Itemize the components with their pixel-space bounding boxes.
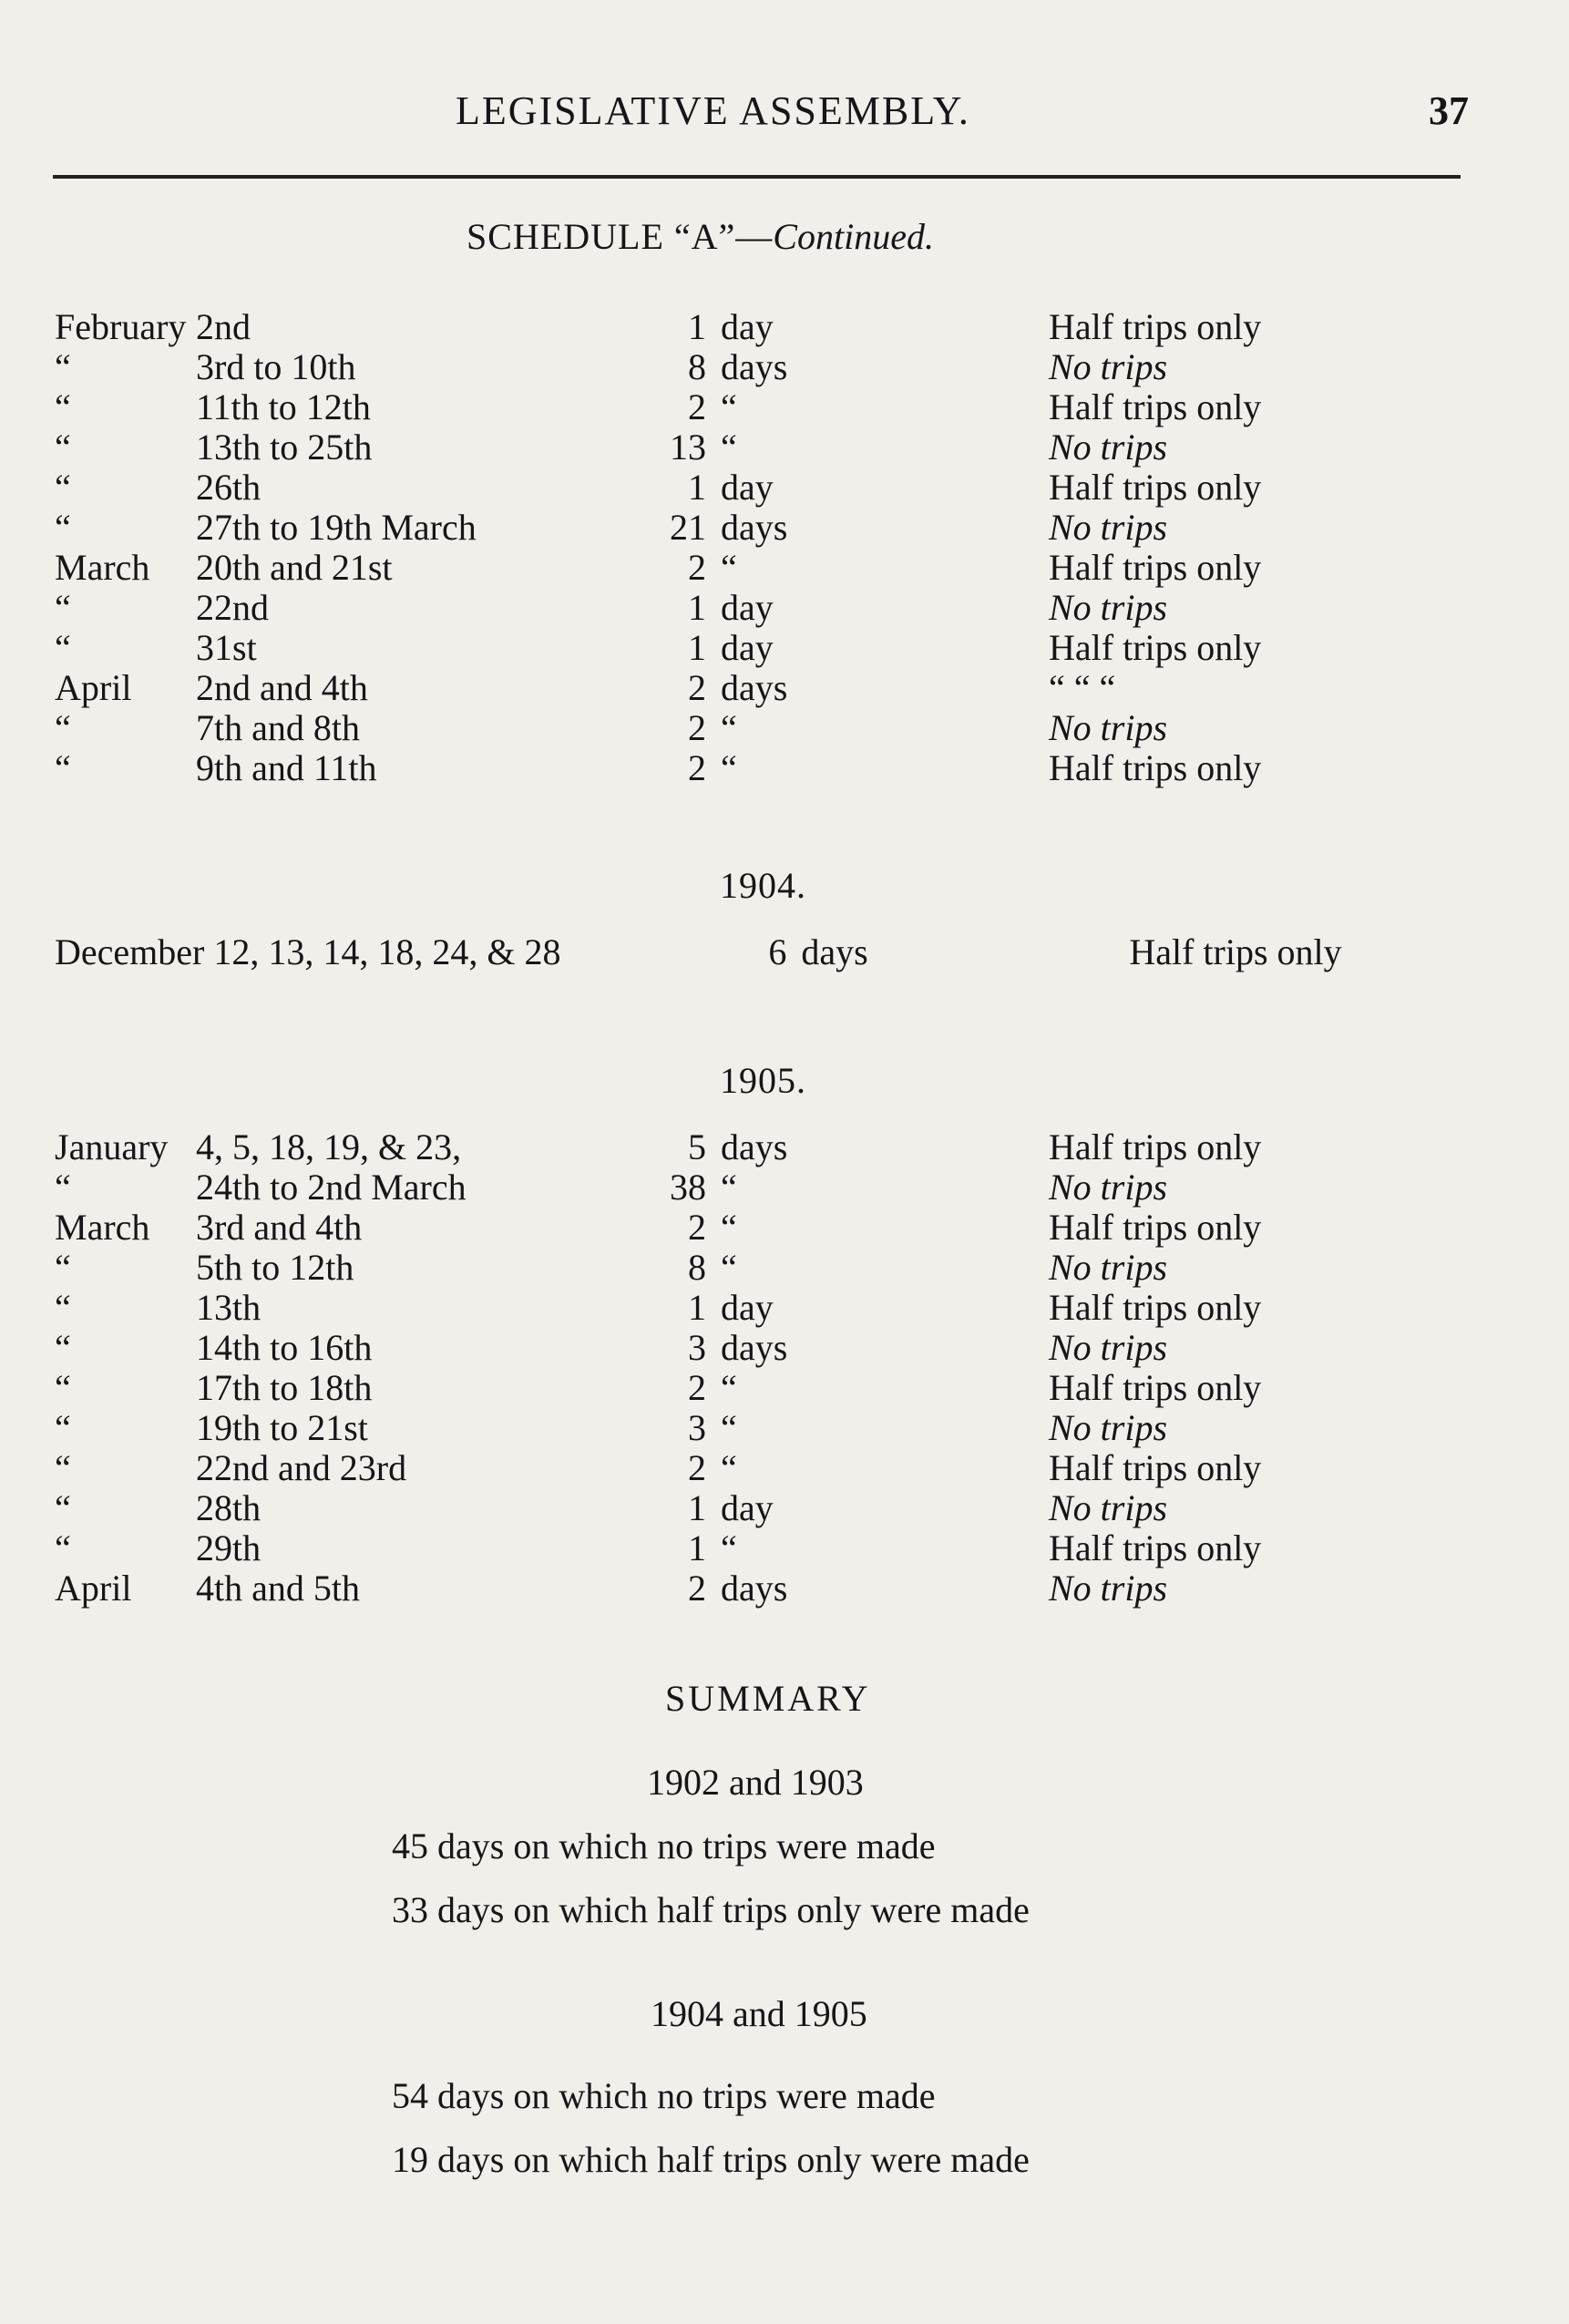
row-note: Half trips only	[1049, 1527, 1262, 1568]
row-unit: day	[721, 1287, 774, 1328]
row-month: “	[55, 346, 71, 387]
row-note: No trips	[1049, 707, 1168, 748]
row-count: 1	[688, 627, 706, 668]
schedule-row	[55, 548, 1421, 588]
row-note: Half trips only	[1049, 627, 1262, 668]
row-month: “	[55, 627, 71, 668]
summary-line: 45 days on which no trips were made	[392, 1825, 936, 1866]
row-unit: “	[721, 1447, 737, 1488]
schedule-row	[55, 588, 1421, 628]
row-unit: day	[721, 587, 774, 628]
row-dates: 27th to 19th March	[196, 507, 477, 548]
row-count: 2	[688, 1207, 706, 1248]
row-month: “	[55, 467, 71, 508]
row-note: No trips	[1049, 587, 1168, 628]
schedule-row	[55, 1167, 1421, 1208]
schedule-row	[55, 1127, 1421, 1167]
row-dates: 2nd and 4th	[196, 667, 368, 708]
schedule-row	[55, 1368, 1421, 1408]
row-note: Half trips only	[1049, 1126, 1262, 1167]
row-unit: “	[721, 707, 737, 748]
row-dates: 17th to 18th	[196, 1367, 373, 1408]
row-count: 1	[688, 306, 706, 347]
row-month: “	[55, 1327, 71, 1368]
row-count: 2	[688, 707, 706, 748]
row-unit: days	[721, 1126, 788, 1167]
row-count: 5	[688, 1126, 706, 1167]
row-dates: 31st	[196, 627, 257, 668]
schedule-row	[55, 1528, 1421, 1568]
summary-title: SUMMARY	[665, 1678, 871, 1719]
row-count: 2	[688, 1447, 706, 1488]
row-dates: 9th and 11th	[196, 747, 377, 788]
row-count: 21	[670, 507, 706, 548]
summary-line: 54 days on which no trips were made	[392, 2075, 936, 2116]
row-count: 2	[688, 1367, 706, 1408]
row-unit: days	[721, 1568, 788, 1609]
row-note: No trips	[1049, 1247, 1168, 1288]
row-month: “	[55, 1167, 71, 1208]
row-dates: 7th and 8th	[196, 707, 360, 748]
row-note: No trips	[1049, 1407, 1168, 1448]
schedule-row	[55, 1568, 1421, 1609]
row-count: 2	[688, 747, 706, 788]
row-unit: days	[721, 667, 788, 708]
row-count: 1	[688, 1527, 706, 1568]
row-unit: day	[721, 627, 774, 668]
summary-line: 19 days on which half trips only were made	[392, 2139, 1030, 2180]
row-note: Half trips only	[1049, 1367, 1262, 1408]
row-note: Half trips only	[1049, 747, 1262, 788]
row-month: April	[55, 667, 132, 708]
row-count: 8	[688, 1247, 706, 1288]
row-note: No trips	[1049, 1327, 1168, 1368]
row-count: 1	[688, 1487, 706, 1528]
row-unit: “	[721, 1407, 737, 1448]
row-note: Half trips only	[1049, 547, 1262, 588]
row-note: No trips	[1049, 507, 1168, 548]
row-count: 3	[688, 1407, 706, 1448]
row-dates: 11th to 12th	[196, 386, 371, 427]
schedule-row	[55, 427, 1421, 468]
schedule-title-main: SCHEDULE “A”—	[467, 216, 774, 257]
schedule-title-suffix: Continued.	[773, 216, 934, 257]
schedule-table-1903	[55, 307, 1421, 788]
row-unit: “	[721, 1247, 737, 1288]
row-count: 1	[688, 467, 706, 508]
schedule-row	[55, 1248, 1421, 1288]
schedule-row	[55, 508, 1421, 548]
row-month: “	[55, 707, 71, 748]
schedule-row	[55, 1328, 1421, 1368]
row-month: “	[55, 747, 71, 788]
row-dates: 2nd	[196, 306, 251, 347]
schedule-row	[55, 668, 1421, 708]
row-month: “	[55, 386, 71, 427]
row-month: “	[55, 1287, 71, 1328]
row-month: “	[55, 1367, 71, 1408]
row-month: “	[55, 1247, 71, 1288]
row-dates: 26th	[196, 467, 262, 508]
row-unit: day	[721, 1487, 774, 1528]
row-dates: December 12, 13, 14, 18, 24, & 28	[55, 931, 561, 972]
row-unit: “	[721, 1367, 737, 1408]
row-dates: 19th to 21st	[196, 1407, 368, 1448]
row-unit: days	[721, 1327, 788, 1368]
schedule-row	[55, 347, 1421, 387]
row-count: 3	[688, 1327, 706, 1368]
row-unit: “	[721, 1207, 737, 1248]
row-count: 2	[688, 547, 706, 588]
schedule-row	[55, 1408, 1421, 1448]
row-note: No trips	[1049, 427, 1168, 468]
schedule-row	[55, 307, 1421, 347]
summary-period-1: 1902 and 1903	[647, 1762, 864, 1803]
row-count: 2	[688, 1568, 706, 1609]
row-dates: 20th and 21st	[196, 547, 393, 588]
row-dates: 14th to 16th	[196, 1327, 373, 1368]
row-count: 6	[768, 931, 787, 972]
row-note: Half trips only	[1129, 931, 1342, 972]
schedule-title	[467, 215, 934, 258]
year-heading-1904: 1904.	[720, 865, 806, 906]
schedule-row	[55, 628, 1421, 668]
row-note: No trips	[1049, 1568, 1168, 1609]
row-month: January	[55, 1126, 169, 1167]
row-month: March	[55, 1207, 150, 1248]
row-dates: 5th to 12th	[196, 1247, 354, 1288]
row-unit: “	[721, 1527, 737, 1568]
row-unit: “	[721, 427, 737, 468]
row-month: April	[55, 1568, 132, 1609]
row-note: No trips	[1049, 1487, 1168, 1528]
schedule-row	[55, 1448, 1421, 1488]
row-unit: days	[801, 931, 868, 972]
row-unit: “	[721, 747, 737, 788]
header-rule	[53, 175, 1461, 179]
summary-line: 33 days on which half trips only were made	[392, 1889, 1030, 1930]
row-dates: 22nd and 23rd	[196, 1447, 407, 1488]
row-unit: “	[721, 547, 737, 588]
row-unit: “	[721, 386, 737, 427]
row-note: Half trips only	[1049, 1207, 1262, 1248]
schedule-row	[55, 1488, 1421, 1528]
row-note: No trips	[1049, 1167, 1168, 1208]
row-month: “	[55, 507, 71, 548]
row-count: 8	[688, 346, 706, 387]
row-dates: 24th to 2nd March	[196, 1167, 467, 1208]
row-unit: days	[721, 346, 788, 387]
row-count: 1	[688, 587, 706, 628]
row-dates: 3rd to 10th	[196, 346, 356, 387]
schedule-row	[55, 932, 1421, 972]
row-month: “	[55, 1447, 71, 1488]
row-note: No trips	[1049, 346, 1168, 387]
row-dates: 22nd	[196, 587, 269, 628]
schedule-row	[55, 748, 1421, 788]
row-unit: day	[721, 306, 774, 347]
row-count: 38	[670, 1167, 706, 1208]
row-dates: 4th and 5th	[196, 1568, 360, 1609]
row-unit: “	[721, 1167, 737, 1208]
row-note: Half trips only	[1049, 386, 1262, 427]
summary-period-2: 1904 and 1905	[651, 1993, 867, 2034]
row-month: “	[55, 1527, 71, 1568]
schedule-row	[55, 468, 1421, 508]
row-dates: 29th	[196, 1527, 262, 1568]
schedule-table-1904	[55, 932, 1421, 972]
row-dates: 13th to 25th	[196, 427, 373, 468]
row-note: “ “ “	[1049, 667, 1116, 708]
row-month: “	[55, 587, 71, 628]
row-month: “	[55, 1407, 71, 1448]
running-head: LEGISLATIVE ASSEMBLY.	[456, 88, 970, 133]
row-dates: 13th	[196, 1287, 262, 1328]
row-count: 2	[688, 386, 706, 427]
row-note: Half trips only	[1049, 306, 1262, 347]
row-month: “	[55, 427, 71, 468]
row-note: Half trips only	[1049, 1287, 1262, 1328]
schedule-row	[55, 1208, 1421, 1248]
row-unit: days	[721, 507, 788, 548]
schedule-row	[55, 708, 1421, 748]
schedule-table-1905	[55, 1127, 1421, 1609]
schedule-row	[55, 387, 1421, 427]
row-dates: 3rd and 4th	[196, 1207, 363, 1248]
row-count: 1	[688, 1287, 706, 1328]
year-heading-1905: 1905.	[720, 1060, 806, 1101]
row-note: Half trips only	[1049, 467, 1262, 508]
row-count: 13	[670, 427, 706, 468]
row-unit: day	[721, 467, 774, 508]
row-month: March	[55, 547, 150, 588]
row-month: February	[55, 306, 187, 347]
schedule-row	[55, 1288, 1421, 1328]
page-number: 37	[1429, 88, 1469, 133]
row-count: 2	[688, 667, 706, 708]
row-note: Half trips only	[1049, 1447, 1262, 1488]
row-dates: 28th	[196, 1487, 262, 1528]
row-month: “	[55, 1487, 71, 1528]
row-dates: 4, 5, 18, 19, & 23,	[196, 1126, 462, 1167]
